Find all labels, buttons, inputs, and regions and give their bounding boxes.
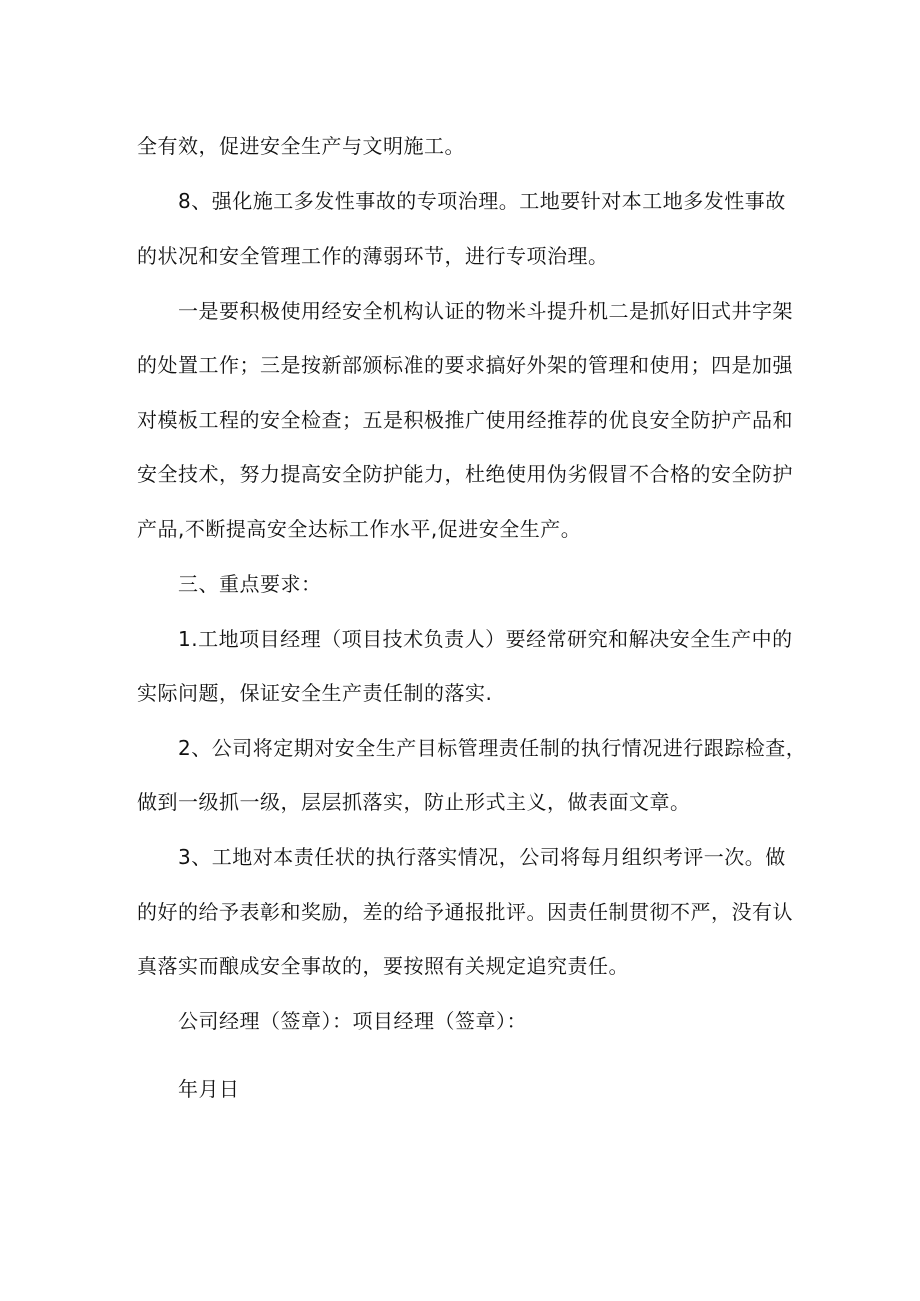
text-line: 真落实而酿成安全事故的，要按照有关规定追究责任。 [137,954,629,978]
text-line: 2、公司将定期对安全生产目标管理责任制的执行情况进行跟踪检查， [178,736,807,760]
text-line: 3、工地对本责任状的执行落实情况，公司将每月组织考评一次。做 [178,845,786,869]
text-line: 做到一级抓一级，层层抓落实，防止形式主义，做表面文章。 [137,790,691,814]
date-line: 年月日 [178,1077,240,1101]
text-line: 的处置工作；三是按新部颁标准的要求搞好外架的管理和使用；四是加强 [137,353,793,377]
text-line: 产品,不断提高安全达标工作水平,促进安全生产。 [137,517,582,541]
section-heading: 三、重点要求： [178,572,322,596]
text-line: 安全技术，努力提高安全防护能力，杜绝使用伪劣假冒不合格的安全防护 [137,462,793,486]
text-line: 1.工地项目经理（项目技术负责人）要经常研究和解决安全生产中的 [178,627,793,651]
text-line: 的状况和安全管理工作的薄弱环节，进行专项治理。 [137,244,609,268]
text-line: 实际问题，保证安全生产责任制的落实. [137,681,493,705]
text-line: 一是要积极使用经安全机构认证的物米斗提升机二是抓好旧式井字架 [178,299,793,323]
signature-line: 公司经理（签章）：项目经理（签章）： [178,1009,527,1033]
text-line: 对模板工程的安全检查；五是积极推广使用经推荐的优良安全防护产品和 [137,408,793,432]
text-line: 的好的给予表彰和奖励，差的给予通报批评。因责任制贯彻不严，没有认 [137,900,793,924]
text-line: 8、强化施工多发性事故的专项治理。工地要针对本工地多发性事故 [178,189,786,213]
text-line: 全有效，促进安全生产与文明施工。 [137,134,465,158]
